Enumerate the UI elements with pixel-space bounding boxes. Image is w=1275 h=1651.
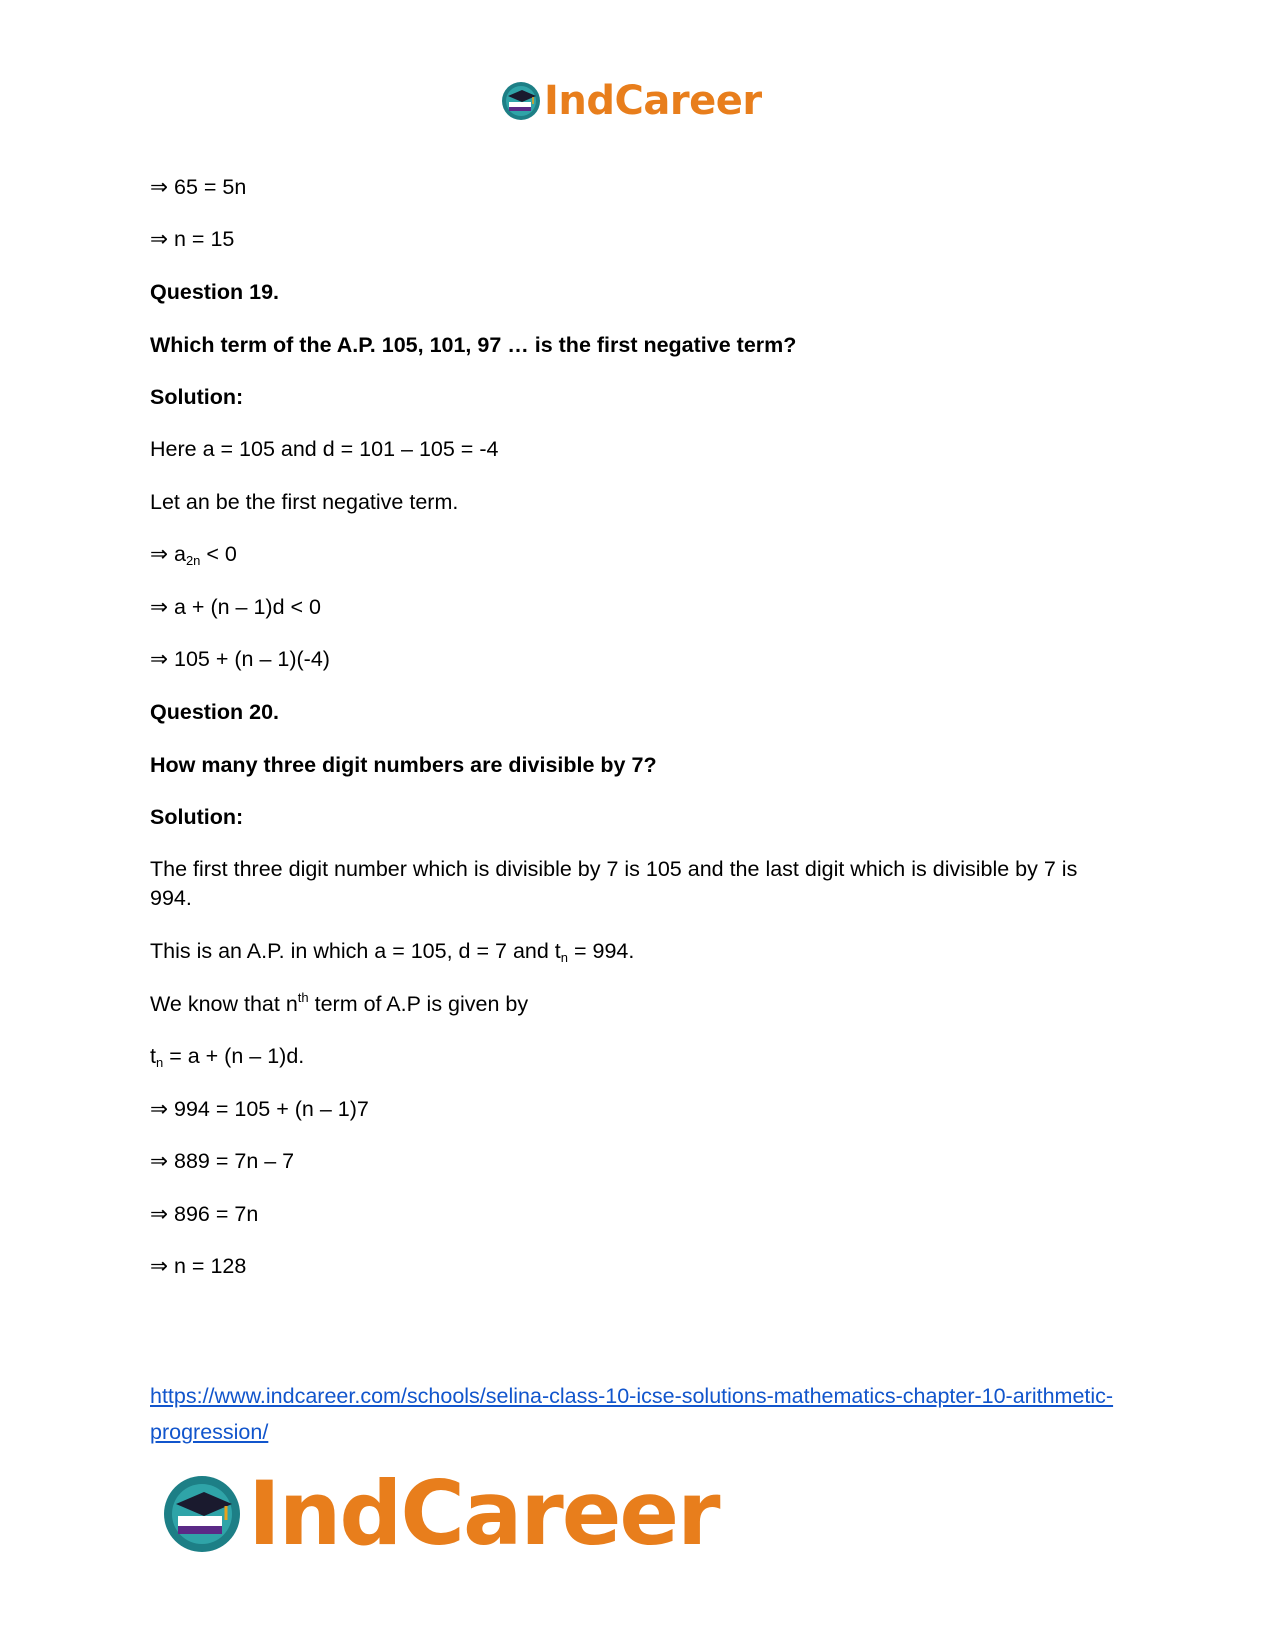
math-line: ⇒ 65 = 5n (150, 175, 247, 199)
question-title: Question 20. (150, 700, 280, 724)
math-line: $t_n = a + (n - 1)d$. (150, 1044, 305, 1070)
math-line: ⇒ a + (n – 1)d < 0 (150, 595, 322, 619)
math-line: ⇒ 889 = 7n – 7 (150, 1149, 295, 1173)
graduation-book-icon (160, 1472, 244, 1556)
graduation-book-icon (500, 80, 542, 122)
footer-source-link[interactable]: https://www.indcareer.com/schools/selina-class-10-icse-solutions-mathematics-chapter-10-arithmetic-progression/ (150, 1384, 1114, 1444)
solution-heading: Solution: (150, 385, 244, 409)
header-logo (500, 78, 762, 124)
logo-wordmark: IndCareer (248, 1462, 719, 1565)
solution-line: Here a = 105 and d = 101 – 105 = -4 (150, 437, 499, 461)
question-text: Which term of the A.P. 105, 101, 97 … is the first negative term? (150, 333, 797, 357)
solution-heading: Solution: (150, 805, 244, 829)
footer-logo (160, 1462, 719, 1565)
math-line: ⇒ $a_{2n} < 0$ (150, 542, 237, 568)
math-line: ⇒ 105 + (n – 1)(-4) (150, 647, 330, 671)
solution-line: Let an be the first negative term. (150, 490, 459, 514)
question-title: Question 19. (150, 280, 280, 304)
question-text: How many three digit numbers are divisible by 7? (150, 753, 657, 777)
solution-line: This is an A.P. in which a = 105, d = 7 and $t_n = 994$. (150, 939, 635, 965)
logo-wordmark: IndCareer (544, 78, 762, 124)
math-line: ⇒ n = 15 (150, 227, 235, 251)
math-line: ⇒ 896 = 7n (150, 1202, 259, 1226)
math-line: ⇒ n = 128 (150, 1254, 247, 1278)
math-line: ⇒ 994 = 105 + (n – 1)7 (150, 1097, 369, 1121)
solution-line: We know that $n^{th}$ term of A.P is given by (150, 990, 529, 1016)
solution-paragraph: The first three digit number which is divisible by 7 is 105 and the last digit which is divisible by 7 is 994. (150, 857, 1078, 910)
